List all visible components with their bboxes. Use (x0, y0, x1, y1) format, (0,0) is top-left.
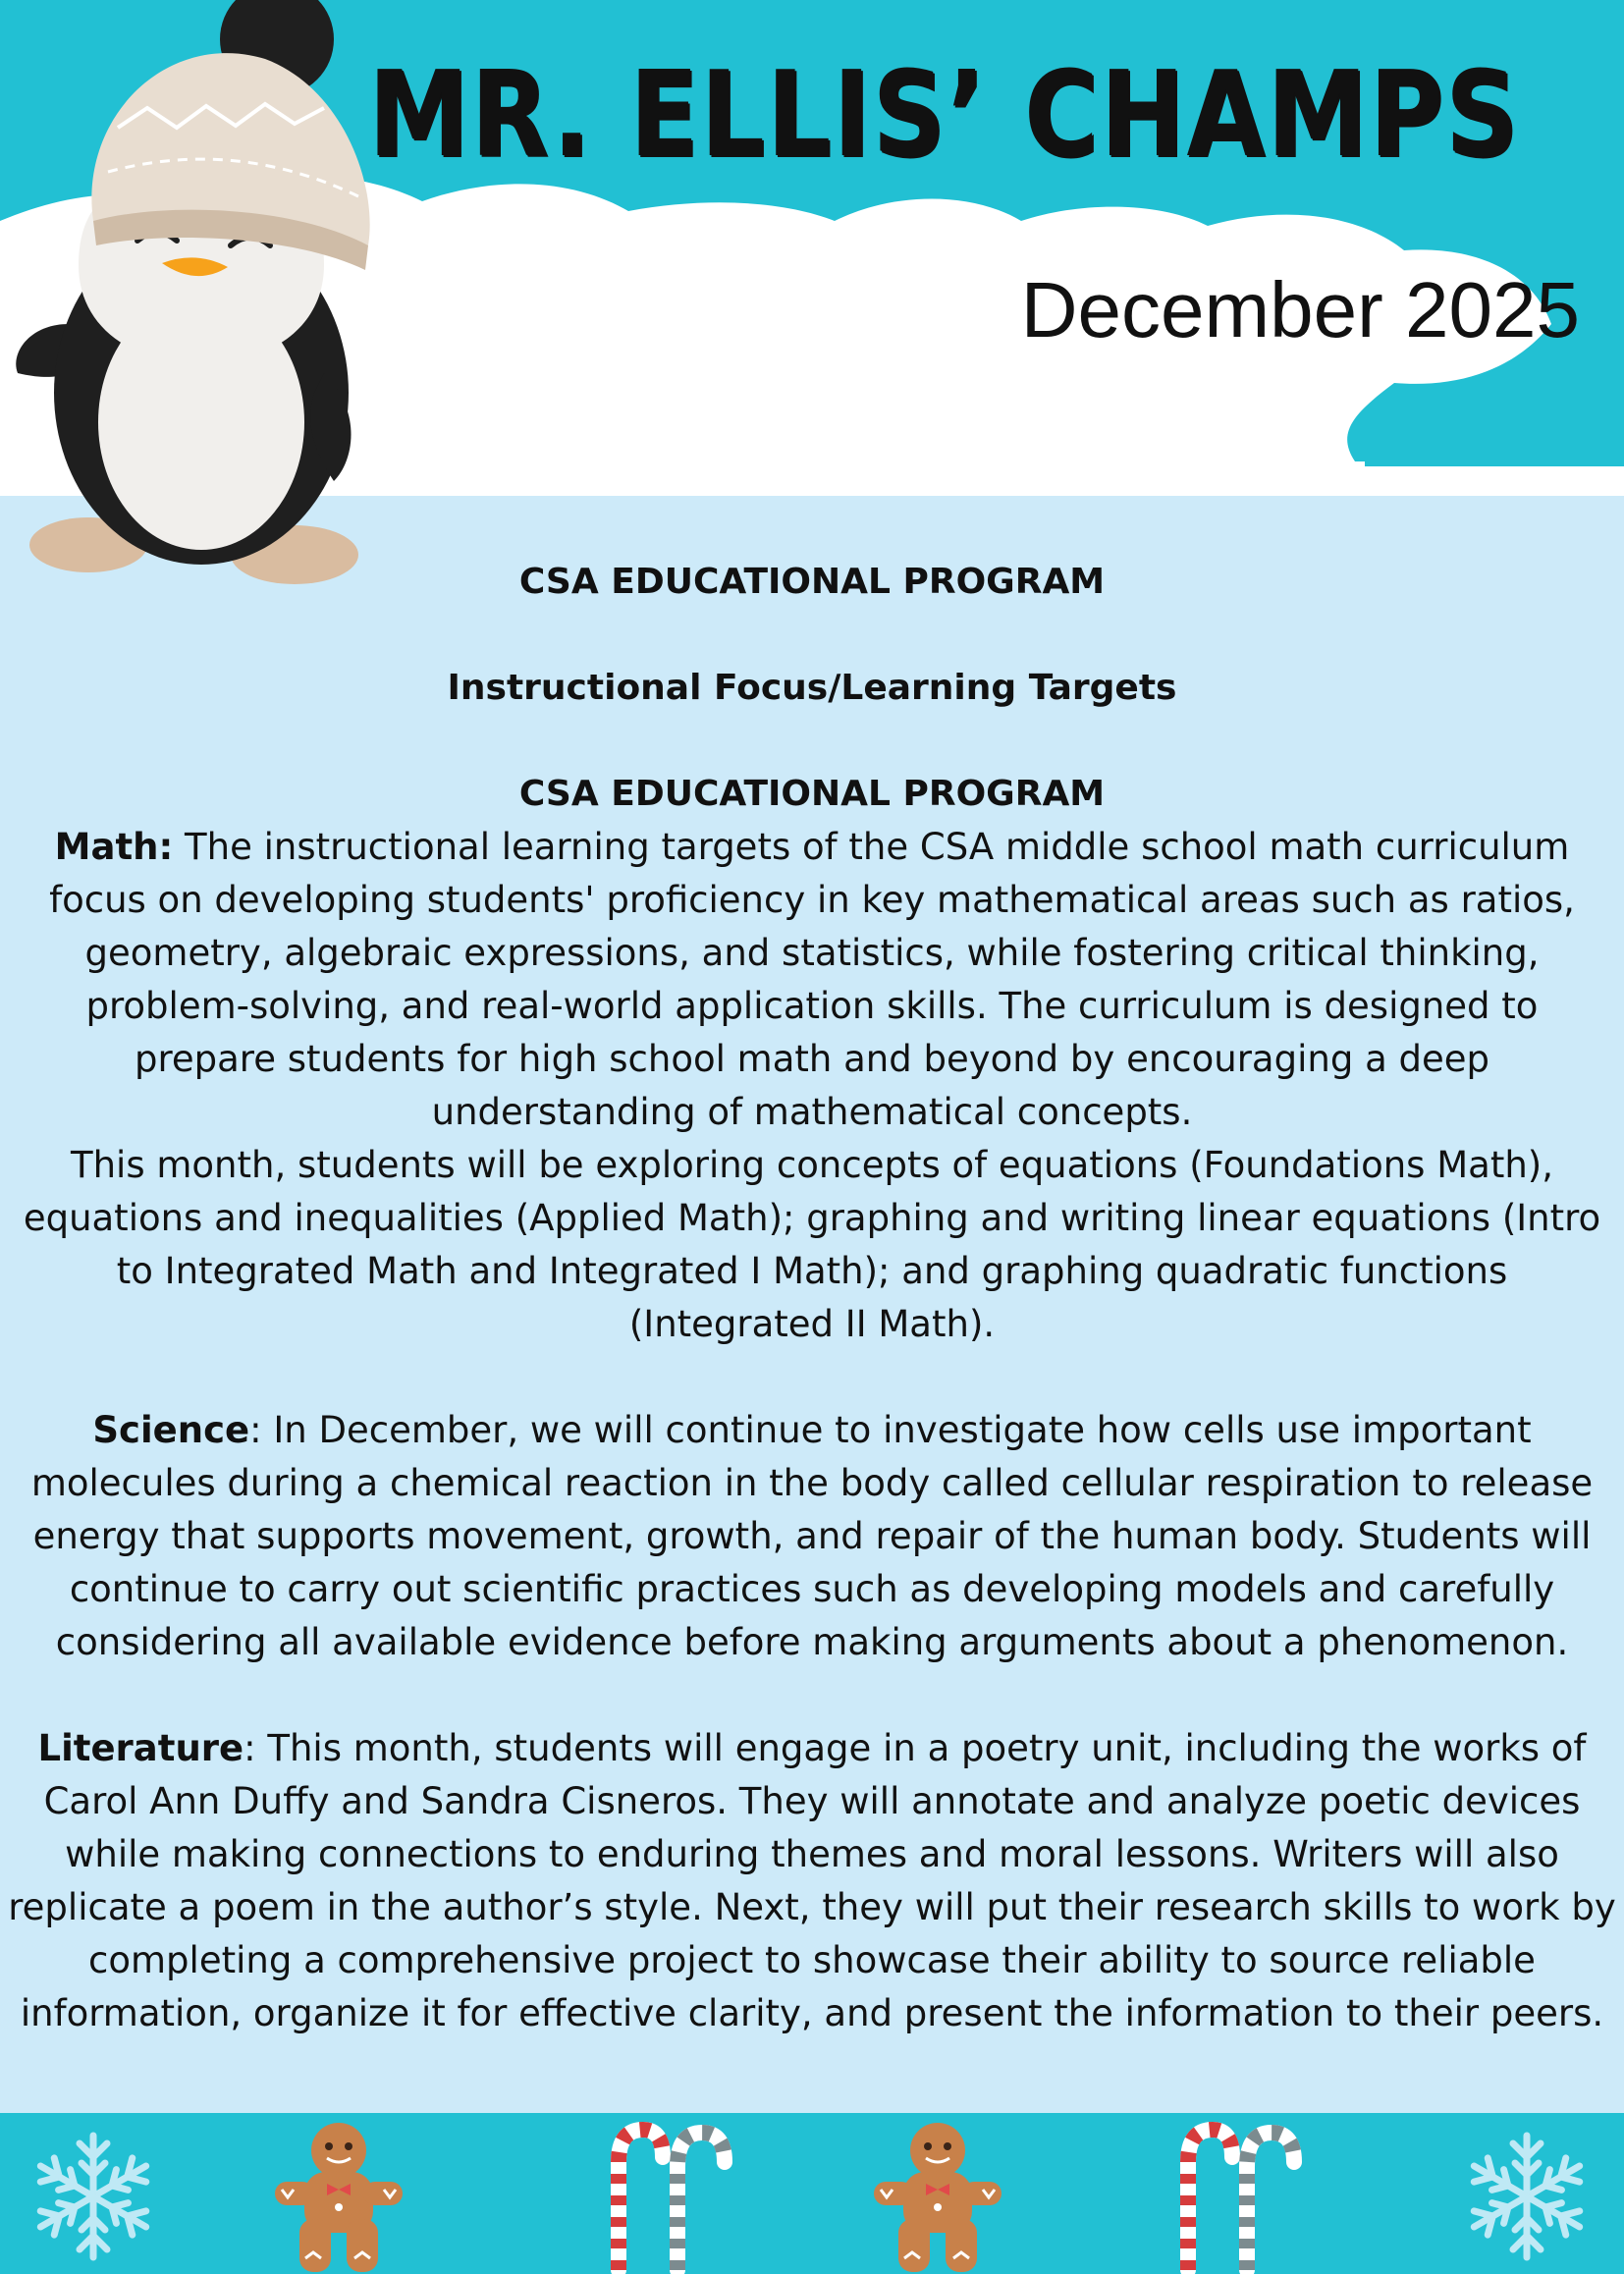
literature-label: Literature (37, 1727, 244, 1769)
math-section (0, 821, 1624, 1351)
gingerbread-man-icon (869, 2121, 1006, 2274)
footer-band (0, 2113, 1624, 2274)
newsletter-body (0, 556, 1624, 2040)
science-section (0, 1404, 1624, 1669)
math-text: problem-solving, and real-world application skills. The curriculum is designed to (85, 985, 1539, 1027)
science-text: : In December, we will continue to investigate how cells use important (249, 1409, 1532, 1451)
candy-cane-icon (1159, 2118, 1306, 2274)
science-label: Science (92, 1409, 250, 1451)
page-title: MR. ELLIS’ CHAMPS (368, 47, 1520, 184)
literature-section (0, 1722, 1624, 2040)
snowflake-icon (25, 2123, 162, 2270)
math-label: Math: (54, 826, 174, 868)
gingerbread-man-icon (270, 2121, 407, 2274)
snowflake-icon (1458, 2123, 1596, 2270)
science-text: continue to carry out scientific practices such as developing models and carefully (69, 1568, 1555, 1610)
penguin-mascot-icon (0, 0, 393, 589)
math-text: geometry, algebraic expressions, and statistics, while fostering critical thinking, (84, 932, 1540, 974)
science-text: molecules during a chemical reaction in the body called cellular respiration to release (30, 1462, 1594, 1504)
literature-text: : This month, students will engage in a poetry unit, including the works of (244, 1727, 1587, 1769)
literature-text: completing a comprehensive project to showcase their ability to source reliable (88, 1939, 1536, 1981)
math-text: The instructional learning targets of the CSA middle school math curriculum (173, 826, 1570, 868)
math-month-text: equations and inequalities (Applied Math); graphing and writing linear equations (Intro (23, 1197, 1601, 1239)
candy-cane-icon (589, 2118, 736, 2274)
math-text: understanding of mathematical concepts. (431, 1091, 1193, 1133)
math-month-text: (Integrated II Math). (628, 1303, 996, 1345)
literature-text: information, organize it for effective clarity, and present the information to their peers. (20, 1992, 1604, 2034)
math-text: focus on developing students' proficiency in key mathematical areas such as ratios, (49, 879, 1575, 921)
program-heading: CSA EDUCATIONAL PROGRAM (518, 562, 1106, 602)
math-text: prepare students for high school math and beyond by encouraging a deep (134, 1038, 1490, 1080)
science-text: considering all available evidence before making arguments about a phenomenon. (55, 1621, 1569, 1663)
math-month-text: This month, students will be exploring concepts of equations (Foundations Math), (71, 1144, 1553, 1186)
literature-text: replicate a poem in the author’s style. Next, they will put their research skills to work by (8, 1886, 1616, 1928)
literature-text: Carol Ann Duffy and Sandra Cisneros. They will annotate and analyze poetic devices (43, 1780, 1581, 1822)
newsletter-date: December 2025 (1020, 266, 1580, 353)
science-text: energy that supports movement, growth, and repair of the human body. Students will (32, 1515, 1592, 1557)
literature-text: while making connections to enduring themes and moral lessons. Writers will also (65, 1833, 1559, 1875)
focus-heading: Instructional Focus/Learning Targets (447, 668, 1177, 708)
math-month-text: to Integrated Math and Integrated I Math); and graphing quadratic functions (116, 1250, 1508, 1292)
program-heading-repeat: CSA EDUCATIONAL PROGRAM (518, 774, 1106, 814)
